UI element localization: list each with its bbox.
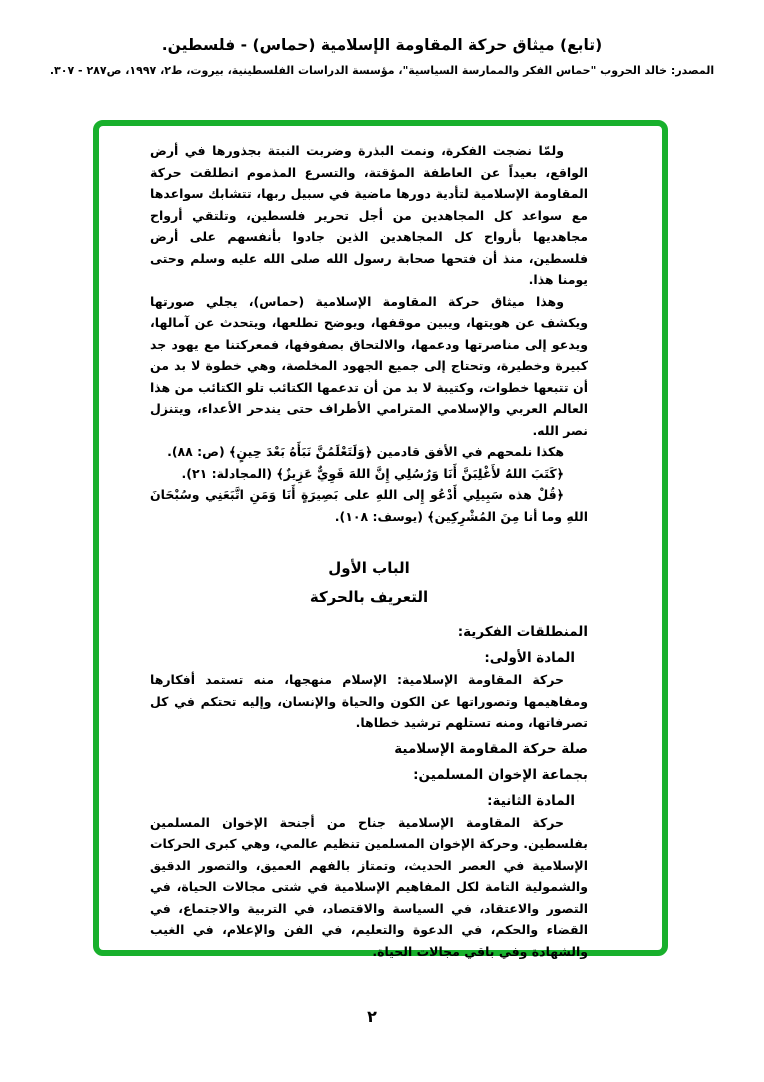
quran-verse-3: ﴿قُلْ هذه سَبِيلِي أَدْعُو إِلى اللهِ على بَصِيرَةٍ أَنَا وَمَنِ اتَّبَعَنِي وسُبْحَانَ اللهِ وما أنا مِنَ المُشْرِكِين﴾ (يوسف: ١٠٨). <box>150 487 588 524</box>
page-number: ٢ <box>367 1007 377 1026</box>
article-1-text: حركة المقاومة الإسلامية: الإسلام منهجها، منه تستمد أفكارها ومفاهيمها وتصوراتها عن الكون والحياة والإنسان، وإليه تحتكم في كل تصرفاتها، ومنه تستلهم ترشيد خطاها. <box>150 672 588 730</box>
document-source-citation: المصدر: خالد الحروب "حماس الفكر والممارسة السياسية"، مؤسسة الدراسات الفلسطينية، بيروت، ط٢، ١٩٩٧، ص٢٨٧ - ٣٠٧. <box>49 64 715 77</box>
quran-verse-2: ﴿كَتَبَ اللهُ لأَغْلِبَنَّ أَنَا وَرُسُلِي إِنَّ اللهَ قَوِيٌّ عَزِيزٌ﴾ (المجادلة: ٢١). <box>181 465 564 481</box>
intro-paragraph-2: وهذا ميثاق حركة المقاومة الإسلامية (حماس)، يجلي صورتها ويكشف عن هويتها، ويبين موقفها، ويوضح تطلعها، ويتحدث عن آمالها، ويدعو إلى مناصرتها ودعمها، والالتحاق بصفوفها، فمعركتنا مع يهود جد كبيرة وخطيرة، وتحتاج إلى جميع الجهود المخلصة، وهي خطوة لا بد من أن تتبعها خطوات، وكتيبة لا بد من أن تدعمها الكتائب تلو الكتائب من هذا العالم العربي والإسلامي المترامي الأطراف حتى يندحر الأعداء، ويتنزل نصر الله. <box>150 293 588 438</box>
section-heading-relation-line-1: صلة حركة المقاومة الإسلامية <box>394 740 588 757</box>
article-2-heading: المادة الثانية: <box>487 792 575 809</box>
intro-paragraph-1: ولمّا نضجت الفكرة، ونمت البذرة وضربت النبتة بجذورها في أرض الواقع، بعيداً عن العاطفة المؤقتة، والتسرع المذموم انطلقت حركة المقاومة الإسلامية لتأدية دورها ماضية في سبيل ربها، تتشابك سواعدها مع سواعد كل المجاهدين من أجل تحرير فلسطين، وتلتقي أرواح مجاهديها بأرواح كل المجاهدين الذين جادوا بأنفسهم على أرض فلسطين، منذ أن فتحها صحابة رسول الله صلى الله عليه وسلم وحتى يومنا هذا. <box>150 143 588 287</box>
article-2-text: حركة المقاومة الإسلامية جناح من أجنحة الإخوان المسلمين بفلسطين. وحركة الإخوان المسلمين تنظيم عالمي، وهي كبرى الحركات الإسلامية في العصر الحديث، وتمتاز بالفهم العميق، والتصور الدقيق والشمولية التامة لكل المفاهيم الإسلامية في شتى مجالات الحياة، في التصور والاعتقاد، في السياسة والاقتصاد، في التربية والاجتماع، في القضاء والحكم، في الدعوة والتعليم، في الفن والإعلام، في الغيب والشهادة وفي باقي مجالات الحياة. <box>150 814 588 959</box>
document-title: (تابع) ميثاق حركة المقاومة الإسلامية (حماس) - فلسطين. <box>161 36 603 54</box>
section-heading-intellectual-premises: المنطلقات الفكرية: <box>457 624 588 640</box>
quran-verse-1: هكذا نلمحهم في الأفق قادمين ﴿وَلَتَعْلَمُنَّ نَبَأَهُ بَعْدَ حِينٍ﴾ (ص: ٨٨). <box>167 444 564 459</box>
section-heading-relation-line-2: بجماعة الإخوان المسلمين: <box>413 766 588 783</box>
article-1-heading: المادة الأولى: <box>484 650 575 666</box>
charter-text-column <box>150 140 588 962</box>
chapter-subtitle: التعريف بالحركة <box>309 588 429 606</box>
chapter-title: الباب الأول <box>328 559 410 577</box>
